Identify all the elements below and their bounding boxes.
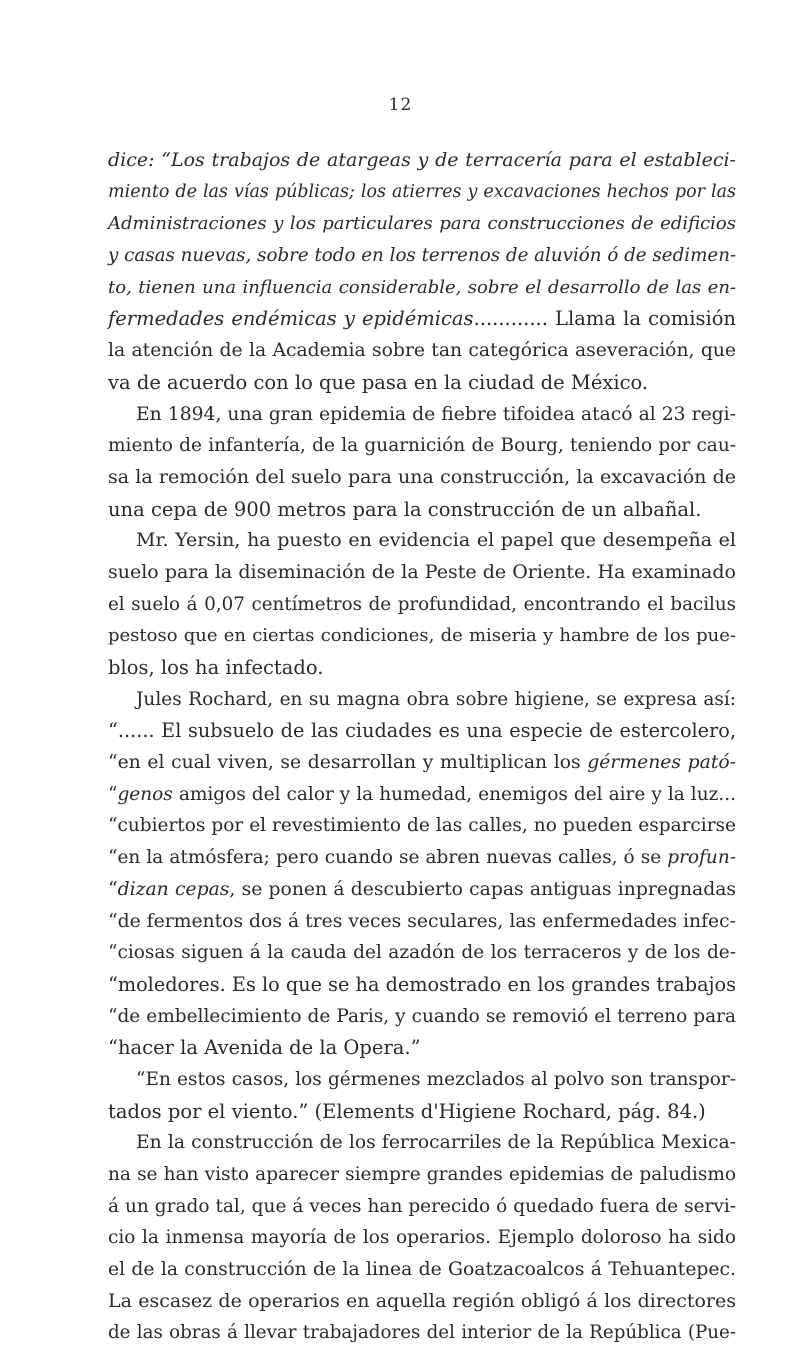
text-segment: blos, los ha infectado. <box>108 656 324 679</box>
text-segment: la atención de la Academia sobre tan categórica aseveración, que <box>108 340 736 362</box>
text-segment: “en la atmósfera; pero cuando se abren nuevas calles, ó se <box>108 847 668 869</box>
text-line <box>108 779 736 811</box>
text-segment: sa la remoción del suelo para una construcción, la excavación de <box>108 465 736 488</box>
text-segment: “moledores. Es lo que se ha demostrado en los grandes trabajos <box>108 972 736 996</box>
text-segment: ............ Llama la comisión <box>473 307 736 331</box>
text-line <box>108 874 736 906</box>
text-line <box>108 335 736 367</box>
text-line <box>108 1222 736 1254</box>
text-line <box>108 557 736 589</box>
text-segment: Mr. Yersin, ha puesto en evidencia el papel que desempeña el <box>136 529 736 552</box>
text-line <box>108 525 736 557</box>
italic-text-segment: to, tienen una influencia considerable, sobre el desarrollo de las en- <box>108 276 736 298</box>
text-segment: “hacer la Avenida de la Opera.” <box>108 1036 421 1060</box>
text-line <box>108 494 736 526</box>
italic-text-segment: fermedades endémicas y epidémicas <box>108 307 474 331</box>
text-line <box>108 1286 736 1318</box>
text-segment: “ <box>108 878 118 900</box>
text-segment: “En estos casos, los gérmenes mezclados al polvo son transpor- <box>136 1068 736 1090</box>
text-line <box>108 1032 736 1064</box>
text-line <box>108 747 736 779</box>
text-line <box>108 1096 736 1128</box>
text-segment: va de acuerdo con lo que pasa en la ciudad de México. <box>108 370 649 394</box>
text-line <box>108 399 736 431</box>
text-segment: á un grado tal, que á veces han perecido ó quedado fuera de servi- <box>108 1195 736 1217</box>
text-line <box>108 145 736 177</box>
text-segment: “ciosas siguen á la cauda del azadón de los terraceros y de los de- <box>108 942 736 964</box>
text-segment: “en el cual viven, se desarrollan y multiplican los <box>108 752 588 774</box>
text-line <box>108 303 736 335</box>
text-segment: En la construcción de los ferrocarriles de la República Mexica- <box>136 1132 736 1154</box>
text-line <box>108 652 736 684</box>
text-line <box>108 589 736 621</box>
text-line <box>108 208 736 240</box>
text-line <box>108 906 736 938</box>
text-line <box>108 842 736 874</box>
italic-text-segment: genos <box>117 783 173 805</box>
text-segment: amigos del calor y la humedad, enemigos del aire y la luz... <box>172 783 736 805</box>
text-segment: miento de infantería, de la guarnición de Bourg, teniendo por cau- <box>108 435 736 457</box>
body-text <box>108 145 736 1349</box>
italic-text-segment: y casas nuevas, sobre todo en los terrenos de aluvión ó de sedimen- <box>108 245 737 267</box>
text-line <box>108 272 736 304</box>
text-segment: En 1894, una gran epidemia de fiebre tifoidea atacó al 23 regi- <box>136 403 736 425</box>
text-line <box>108 1317 736 1349</box>
text-line <box>108 367 736 399</box>
text-line <box>108 1254 736 1286</box>
text-segment: “cubiertos por el revestimiento de las calles, no pueden esparcirse <box>108 815 736 837</box>
text-line <box>108 462 736 494</box>
italic-text-segment: Administraciones y los particulares para construcciones de edificios <box>108 213 736 235</box>
text-line <box>108 620 736 652</box>
text-segment: tados por el viento.” (Elements d'Higiene Rochard, pág. 84.) <box>108 1099 706 1123</box>
italic-text-segment: profun- <box>667 847 736 869</box>
text-segment: Jules Rochard, en su magna obra sobre higiene, se expresa así: <box>136 688 736 710</box>
text-segment: na se han visto aparecer siempre grandes epidemias de paludismo <box>108 1164 736 1185</box>
italic-text-segment: dizan cepas <box>117 878 230 900</box>
text-line <box>108 177 736 209</box>
page-number: 12 <box>388 95 413 115</box>
text-segment: una cepa de 900 metros para la construcción de un albañal. <box>108 497 702 521</box>
text-segment: cio la inmensa mayoría de los operarios. Ejemplo doloroso ha sido <box>108 1227 736 1249</box>
text-line <box>108 1191 736 1223</box>
italic-text-segment: “Los trabajos de atargeas y de terracería para el estableci- <box>161 149 736 171</box>
text-segment: de las obras á llevar trabajadores del interior de la República (Pue- <box>108 1322 736 1344</box>
text-segment: el de la construcción de la linea de Goatzacoalcos á Tehuantepec. <box>108 1259 736 1281</box>
text-segment: suelo para la diseminación de la Peste de Oriente. Ha examinado <box>108 560 736 583</box>
text-segment: “ <box>108 783 118 805</box>
text-line <box>108 715 736 747</box>
italic-text-segment: miento de las vías públicas; los atierres y excavaciones hechos por las <box>108 181 736 202</box>
italic-text-segment: dice: <box>108 149 162 171</box>
text-line <box>108 240 736 272</box>
text-segment: pestoso que en ciertas condiciones, de miseria y hambre de los pue- <box>108 625 736 647</box>
text-line <box>108 684 736 716</box>
text-line <box>108 1064 736 1096</box>
text-line <box>108 810 736 842</box>
text-line <box>108 1159 736 1191</box>
text-line <box>108 1127 736 1159</box>
text-line <box>108 937 736 969</box>
text-segment: el suelo á 0,07 centímetros de profundidad, encontrando el bacilus <box>108 593 736 615</box>
text-line <box>108 1001 736 1033</box>
text-line <box>108 430 736 462</box>
text-segment: “de embellecimiento de Paris, y cuando se removió el terreno para <box>108 1005 736 1027</box>
text-line <box>108 969 736 1001</box>
italic-text-segment: gérmenes pató- <box>587 752 736 774</box>
text-segment: La escasez de operarios en aquella región obligó á los directores <box>108 1289 736 1312</box>
text-segment: “de fermentos dos á tres veces seculares, las enfermedades infec- <box>108 910 736 932</box>
text-segment: “...... El subsuelo de las ciudades es una especie de estercolero, <box>108 719 736 743</box>
text-segment: , se ponen á descubierto capas antiguas inpregnadas <box>229 878 736 900</box>
